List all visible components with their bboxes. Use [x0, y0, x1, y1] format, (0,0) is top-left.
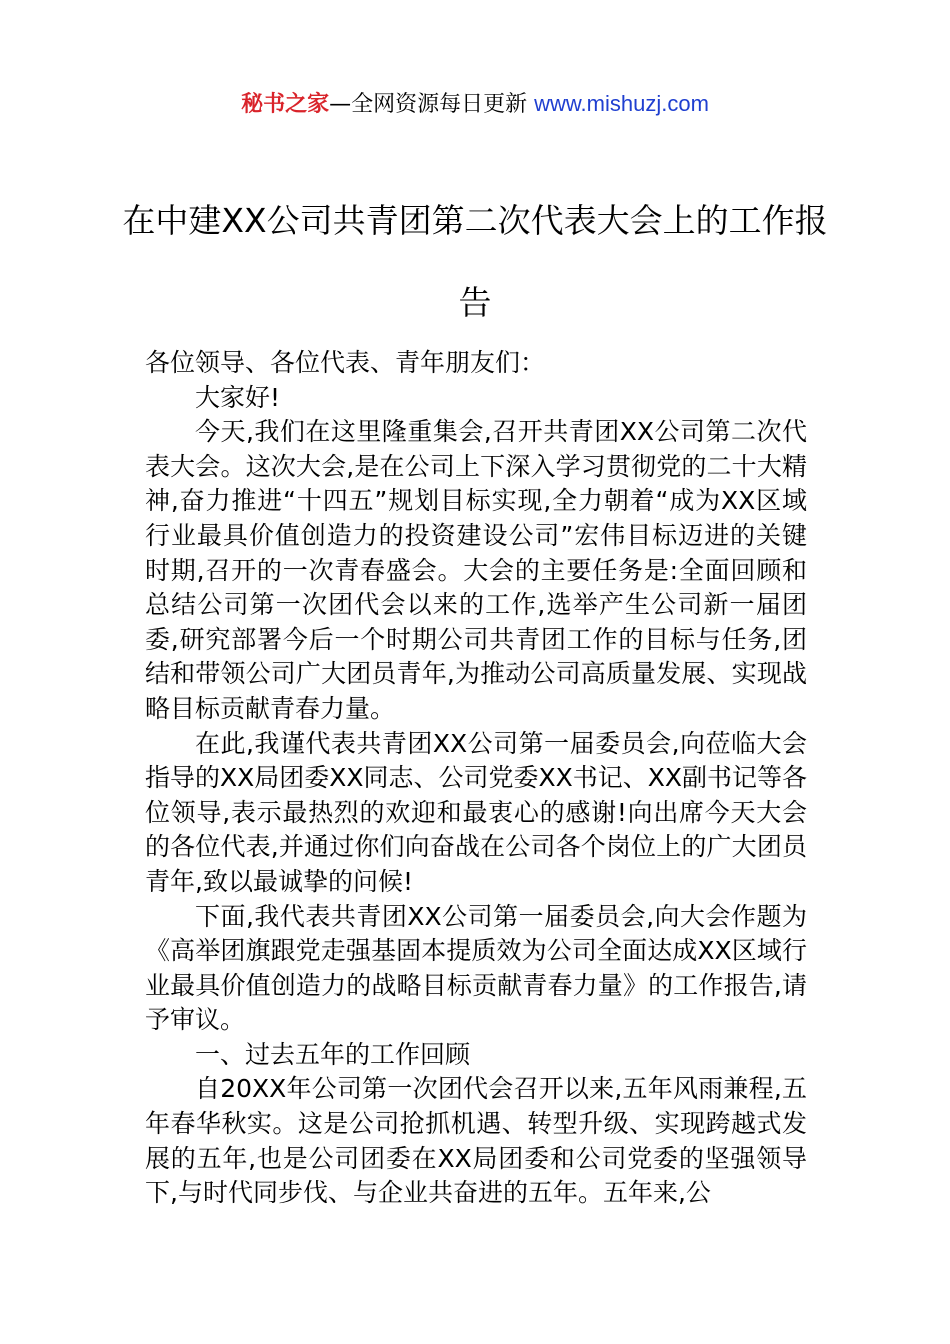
document-title: 在中建XX公司共青团第二次代表大会上的工作报告: [122, 201, 828, 322]
header-tagline: —全网资源每日更新: [329, 92, 535, 117]
paragraph-review: 自20XX年公司第一次团代会召开以来,五年风雨兼程,五年春华秋实。这是公司抢抓机遇、转型升级、实现跨越式发展的五年,也是公司团委在XX局团委和公司党委的坚强领导下,与时代同步伐、与企业共奋进的五年。五年来,公: [145, 1074, 807, 1208]
section-heading: 一、过去五年的工作回顾: [195, 1039, 471, 1069]
site-header: [0, 88, 950, 121]
paragraph-opening: 今天,我们在这里隆重集会,召开共青团XX公司第二次代表大会。这次大会,是在公司上下深入学习贯彻党的二十大精神,奋力推进“十四五”规划目标实现,全力朝着“成为XX区域行业最具价值创造力的投资建设公司”宏伟目标迈进的关键时期,召开的一次青春盛会。大会的主要任务是:全面回顾和总结公司第一次团代会以来的工作,选举产生公司新一届团委,研究部署今后一个时期公司共青团工作的目标与任务,团结和带领公司广大团员青年,为推动公司高质量发展、实现战略目标贡献青春力量。: [145, 417, 807, 723]
paragraph-greeting: 大家好!: [195, 382, 281, 412]
site-url-link[interactable]: www.mishuzj.com: [534, 91, 709, 116]
paragraph-report-intro: 下面,我代表共青团XX公司第一届委员会,向大会作题为《高举团旗跟党走强基固本提质效为公司全面达成XX区域行业最具价值创造力的战略目标贡献青春力量》的工作报告,请予审议。: [145, 901, 807, 1035]
salutation: 各位领导、各位代表、青年朋友们：: [145, 348, 546, 377]
paragraph-welcome: 在此,我谨代表共青团XX公司第一届委员会,向莅临大会指导的XX局团委XX同志、公司党委XX书记、XX副书记等各位领导,表示最热烈的欢迎和最衷心的感谢!向出席今天大会的各位代表,并通过你们向奋战在公司各个岗位上的广大团员青年,致以最诚挚的问候!: [145, 728, 808, 896]
brand-name: 秘书之家: [241, 92, 330, 117]
document-body: [145, 346, 807, 1211]
